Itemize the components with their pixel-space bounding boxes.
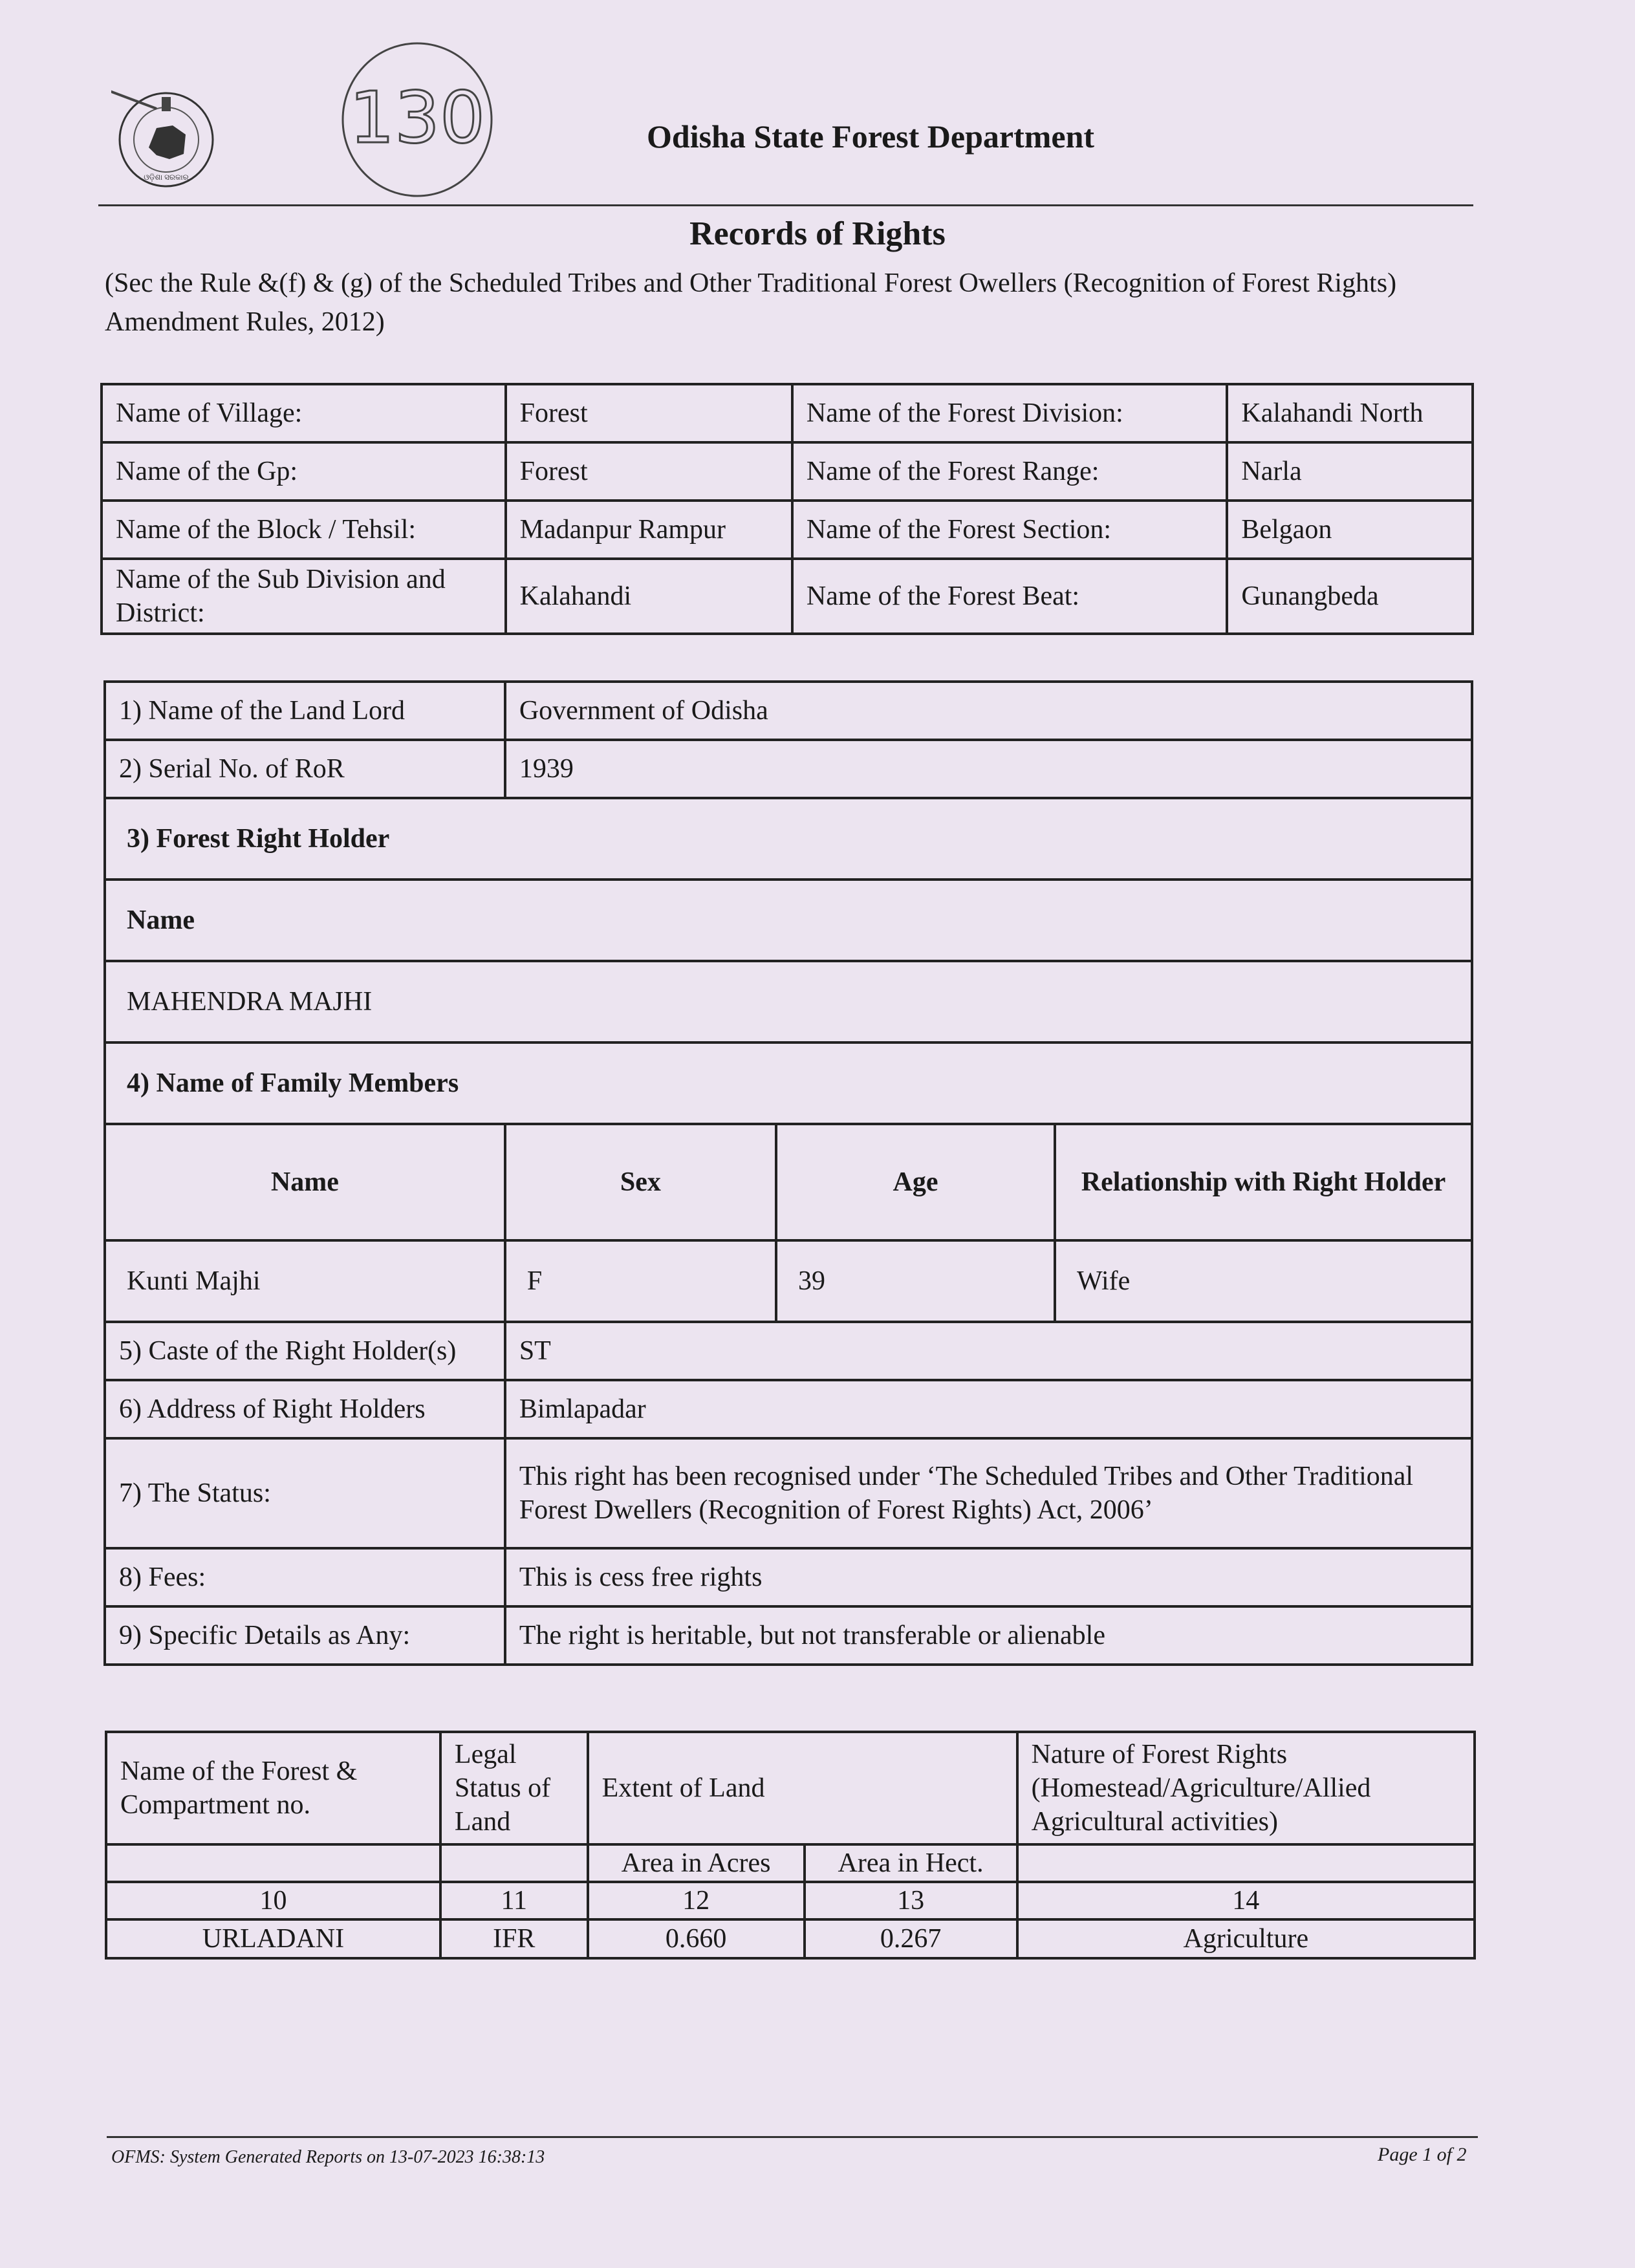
odisha-emblem: [111, 83, 221, 193]
caste-label: 5) Caste of the Right Holder(s): [105, 1322, 505, 1380]
gp-label: Name of the Gp:: [102, 442, 506, 501]
table-row: [105, 1240, 1472, 1322]
table-row: [106, 1919, 1475, 1958]
footer-divider: [107, 2136, 1478, 2138]
empty-cell: [440, 1844, 588, 1882]
fees-label: 8) Fees:: [105, 1548, 505, 1606]
table-row: [106, 1882, 1475, 1919]
specific-value: The right is heritable, but not transferable or alienable: [505, 1606, 1472, 1665]
forest-name: URLADANI: [106, 1919, 440, 1958]
table-row: [102, 501, 1473, 559]
col-number-10: 10: [106, 1882, 440, 1919]
table-row: [105, 1438, 1472, 1548]
status-line-2: Forest Dwellers (Recognition of Forest Rights) Act, 2006’: [519, 1495, 1153, 1525]
right-holder-name: MAHENDRA MAJHI: [105, 961, 1472, 1042]
col-number-12: 12: [588, 1882, 805, 1919]
gp-value: Forest: [506, 442, 792, 501]
rights-details-table: [103, 680, 1473, 1666]
division-value: Kalahandi North: [1227, 384, 1473, 442]
department-title: Odisha State Forest Department: [647, 118, 1095, 155]
empty-cell: [1017, 1844, 1475, 1882]
status-line-1: This right has been recognised under ‘The Scheduled Tribes and Other Traditional: [519, 1462, 1414, 1491]
family-member-relationship: Wife: [1055, 1240, 1472, 1322]
handwritten-number: [330, 36, 504, 204]
legal-status: IFR: [440, 1919, 588, 1958]
block-label: Name of the Block / Tehsil:: [102, 501, 506, 559]
subdivision-label: Name of the Sub Division and District:: [102, 559, 506, 634]
col-legal: Legal Status of Land: [440, 1732, 588, 1844]
table-row: [105, 1380, 1472, 1438]
address-label: 6) Address of Right Holders: [105, 1380, 505, 1438]
family-col-name: Name: [105, 1124, 505, 1240]
table-row: [105, 682, 1472, 740]
status-label: 7) The Status:: [105, 1438, 505, 1548]
serial-label: 2) Serial No. of RoR: [105, 740, 505, 798]
family-col-age: Age: [776, 1124, 1055, 1240]
empty-cell: [106, 1844, 440, 1882]
right-holder-heading: 3) Forest Right Holder: [105, 798, 1472, 880]
nature-of-rights: Agriculture: [1017, 1919, 1475, 1958]
col-forest: Name of the Forest & Compartment no.: [106, 1732, 440, 1844]
table-row: [102, 384, 1473, 442]
rule-reference: (Sec the Rule &(f) & (g) of the Scheduled Tribes and Other Traditional Forest Owellers (Recognition of Forest Rights) Amendment Rules, 2012): [105, 268, 1397, 337]
table-row: [105, 1548, 1472, 1606]
col-number-13: 13: [805, 1882, 1017, 1919]
land-table: [105, 1731, 1476, 1960]
table-row: [106, 1732, 1475, 1844]
name-heading: Name: [105, 880, 1472, 961]
table-row: [102, 442, 1473, 501]
section-value: Belgaon: [1227, 501, 1473, 559]
range-value: Narla: [1227, 442, 1473, 501]
col-number-14: 14: [1017, 1882, 1475, 1919]
sub-acres: Area in Acres: [588, 1844, 805, 1882]
header-divider: [98, 204, 1473, 206]
range-label: Name of the Forest Range:: [792, 442, 1227, 501]
specific-label: 9) Specific Details as Any:: [105, 1606, 505, 1665]
area-hect: 0.267: [805, 1919, 1017, 1958]
page-title: Records of Rights: [689, 215, 946, 252]
footer-report-info: OFMS: System Generated Reports on 13-07-2023 16:38:13: [111, 2147, 545, 2167]
area-acres: 0.660: [588, 1919, 805, 1958]
col-nature: Nature of Forest Rights (Homestead/Agriculture/Allied Agricultural activities): [1017, 1732, 1475, 1844]
table-row: [105, 1042, 1472, 1124]
table-row: [105, 1606, 1472, 1665]
family-col-relationship: Relationship with Right Holder: [1055, 1124, 1472, 1240]
beat-label: Name of the Forest Beat:: [792, 559, 1227, 634]
page-number: Page 1 of 2: [1378, 2144, 1467, 2165]
village-label: Name of Village:: [102, 384, 506, 442]
table-row: [105, 1322, 1472, 1380]
village-value: Forest: [506, 384, 792, 442]
beat-value: Gunangbeda: [1227, 559, 1473, 634]
table-row: [105, 880, 1472, 961]
land-lord-label: 1) Name of the Land Lord: [105, 682, 505, 740]
family-member-age: 39: [776, 1240, 1055, 1322]
section-label: Name of the Forest Section:: [792, 501, 1227, 559]
block-value: Madanpur Rampur: [506, 501, 792, 559]
family-member-sex: F: [505, 1240, 776, 1322]
address-value: Bimlapadar: [505, 1380, 1472, 1438]
sub-hect: Area in Hect.: [805, 1844, 1017, 1882]
serial-value: 1939: [505, 740, 1472, 798]
location-table: [100, 383, 1474, 635]
subdivision-value: Kalahandi: [506, 559, 792, 634]
table-row: [105, 798, 1472, 880]
table-row: [102, 559, 1473, 634]
fees-value: This is cess free rights: [505, 1548, 1472, 1606]
table-row: [105, 961, 1472, 1042]
caste-value: ST: [505, 1322, 1472, 1380]
table-row: [105, 1124, 1472, 1240]
table-row: [105, 740, 1472, 798]
svg-text:130: 130: [349, 76, 485, 159]
family-member-name: Kunti Majhi: [105, 1240, 505, 1322]
status-value: [505, 1438, 1472, 1548]
emblem-text: ଓଡ଼ିଶା ସରକାର: [144, 173, 189, 182]
col-extent: Extent of Land: [588, 1732, 1017, 1844]
table-row: [106, 1844, 1475, 1882]
land-lord-value: Government of Odisha: [505, 682, 1472, 740]
family-col-sex: Sex: [505, 1124, 776, 1240]
col-number-11: 11: [440, 1882, 588, 1919]
family-heading: 4) Name of Family Members: [105, 1042, 1472, 1124]
division-label: Name of the Forest Division:: [792, 384, 1227, 442]
